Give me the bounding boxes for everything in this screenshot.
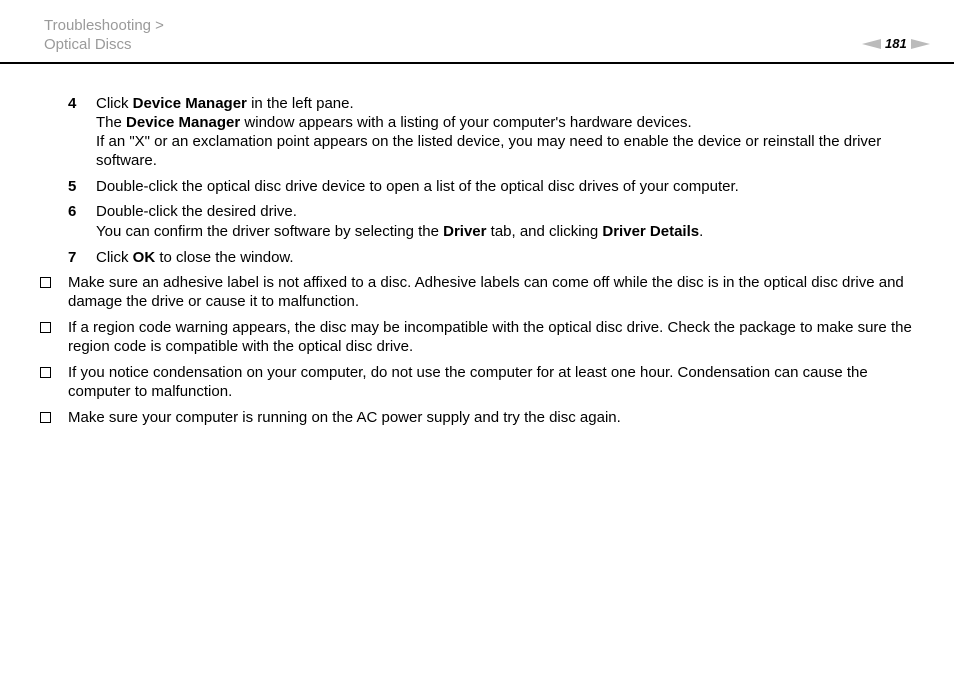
bold-term: Device Manager [126,114,241,131]
step-number: 6 [68,203,77,220]
text: You can confirm the driver software by selecting the [96,223,444,240]
text: to close the window. [155,249,294,266]
step-number: 5 [68,178,77,195]
text: window appears with a listing of your computer's hardware devices. [240,114,692,131]
next-page-arrow-icon[interactable] [911,39,930,49]
text: . [699,223,704,240]
text: tab, and clicking [486,223,603,240]
breadcrumb-page: Optical Discs [44,36,132,53]
bold-term: Driver [443,223,487,240]
page-number: 181 [885,36,907,51]
step-number: 7 [68,249,77,266]
checkbox-bullet-icon [40,412,51,423]
text: Click [96,95,133,112]
bold-term: Driver Details [602,223,700,240]
page-navigation [862,36,930,51]
previous-page-arrow-icon[interactable] [862,39,881,49]
checkbox-bullet-icon [40,322,51,333]
bullet-text: If a region code warning appears, the disc may be incompatible with the optical disc drive. Check the package to make sure the region code is compatible with the optical disc drive. [68,319,912,355]
text: Double-click the desired drive. [96,203,297,220]
header-divider [0,62,954,64]
step-text: Double-click the optical disc drive device to open a list of the optical disc drives of your computer. [96,178,739,195]
text: Click [96,249,133,266]
text: The [96,114,127,131]
bullet-text: If you notice condensation on your computer, do not use the computer for at least one hour. Condensation can cause the computer to malfunction. [68,364,868,400]
bold-term: OK [132,249,156,266]
step-number: 4 [68,95,77,112]
bullet-text: Make sure your computer is running on the AC power supply and try the disc again. [68,409,621,426]
checkbox-bullet-icon [40,277,51,288]
breadcrumb-section[interactable]: Troubleshooting > [44,17,164,34]
text: in the left pane. [246,95,354,112]
bullet-text: Make sure an adhesive label is not affixed to a disc. Adhesive labels can come off while the disc is in the optical disc drive and damage the drive or cause it to malfunction. [68,274,904,310]
bold-term: Device Manager [132,95,247,112]
text: If an "X" or an exclamation point appears on the listed device, you may need to enable the device or reinstall the driver software. [96,133,882,169]
checkbox-bullet-icon [40,367,51,378]
